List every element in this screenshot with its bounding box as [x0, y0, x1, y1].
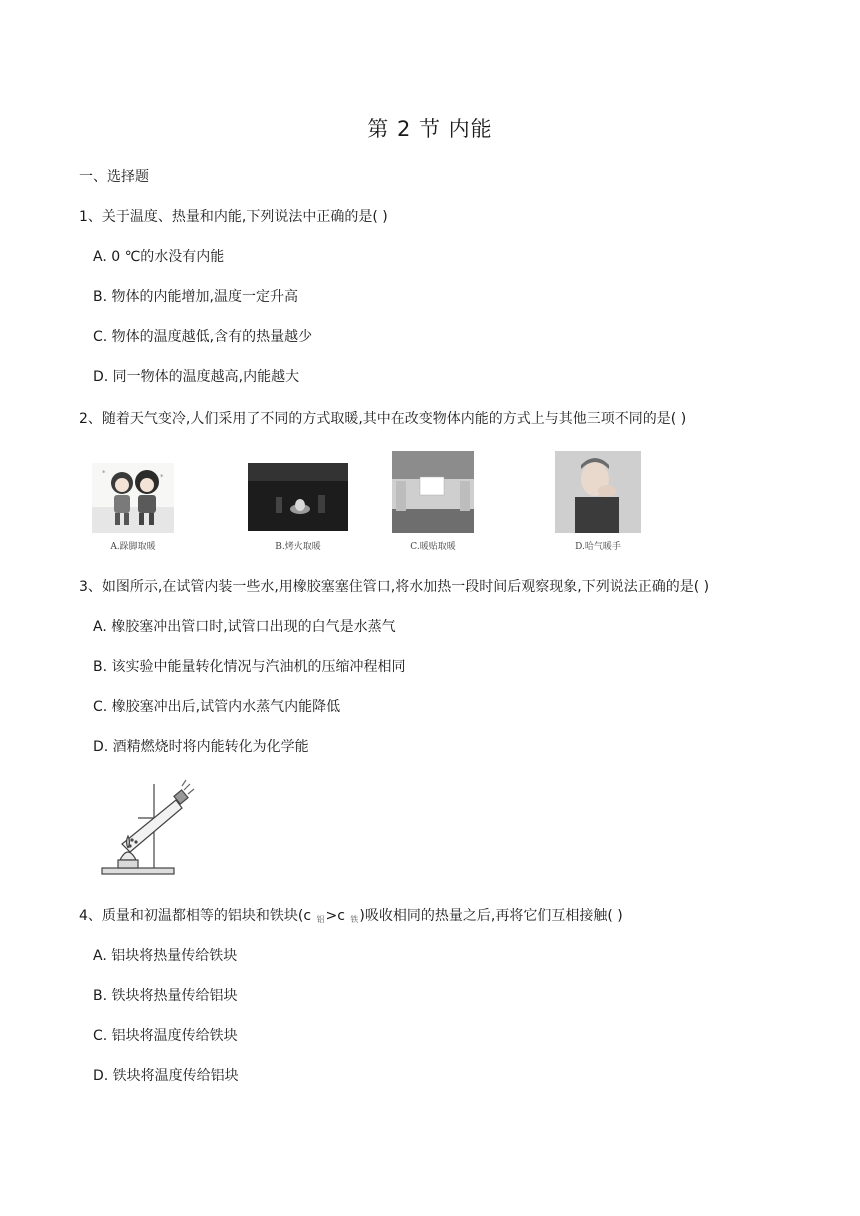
question-1-option-b: B. 物体的内能增加,温度一定升高: [93, 289, 298, 305]
image-blowing-hands: [555, 451, 641, 533]
page-title: 第 2 节 内能: [367, 117, 493, 141]
question-4-option-a: A. 铝块将热量传给铁块: [93, 948, 238, 964]
question-4-option-c: C. 铝块将温度传给铁块: [93, 1028, 238, 1044]
svg-text:*: *: [102, 469, 106, 477]
image-heat-patch: [392, 451, 474, 533]
svg-text:*: *: [160, 473, 164, 481]
image-caption-d: D.哈气暖手: [575, 542, 621, 552]
image-caption-a: A.跺脚取暖: [110, 542, 156, 552]
question-1-option-a: A. 0 ℃的水没有内能: [93, 249, 225, 265]
question-3-option-b: B. 该实验中能量转化情况与汽油机的压缩冲程相同: [93, 659, 406, 675]
question-1-stem: 1、关于温度、热量和内能,下列说法中正确的是( ): [79, 209, 388, 225]
question-3-option-d: D. 酒精燃烧时将内能转化为化学能: [93, 739, 309, 755]
question-1-option-c: C. 物体的温度越低,含有的热量越少: [93, 329, 313, 345]
question-3-stem: 3、如图所示,在试管内装一些水,用橡胶塞塞住管口,将水加热一段时间后观察现象,下列说法正确的是( ): [79, 579, 710, 595]
image-stamping-feet: [92, 463, 174, 533]
question-1-option-d: D. 同一物体的温度越高,内能越大: [93, 369, 300, 385]
question-3-option-c: C. 橡胶塞冲出后,试管内水蒸气内能降低: [93, 699, 341, 715]
question-2-stem: 2、随着天气变冷,人们采用了不同的方式取暖,其中在改变物体内能的方式上与其他三项不同的是( ): [79, 411, 687, 427]
question-4-stem: 4、质量和初温都相等的铝块和铁块(c $_铝$>c $_铁$)吸收相同的热量之后,再将它们互相接触( ): [79, 908, 623, 924]
section-heading: 一、选择题: [79, 169, 149, 185]
image-caption-c: C.暖贴取暖: [410, 542, 456, 552]
question-4-option-b: B. 铁块将热量传给铝块: [93, 988, 238, 1004]
image-caption-b: B.烤火取暖: [275, 542, 321, 552]
image-test-tube-apparatus: [98, 778, 198, 878]
question-3-option-a: A. 橡胶塞冲出管口时,试管口出现的白气是水蒸气: [93, 619, 396, 635]
question-4-option-d: D. 铁块将温度传给铝块: [93, 1068, 239, 1084]
image-campfire: [248, 463, 348, 531]
